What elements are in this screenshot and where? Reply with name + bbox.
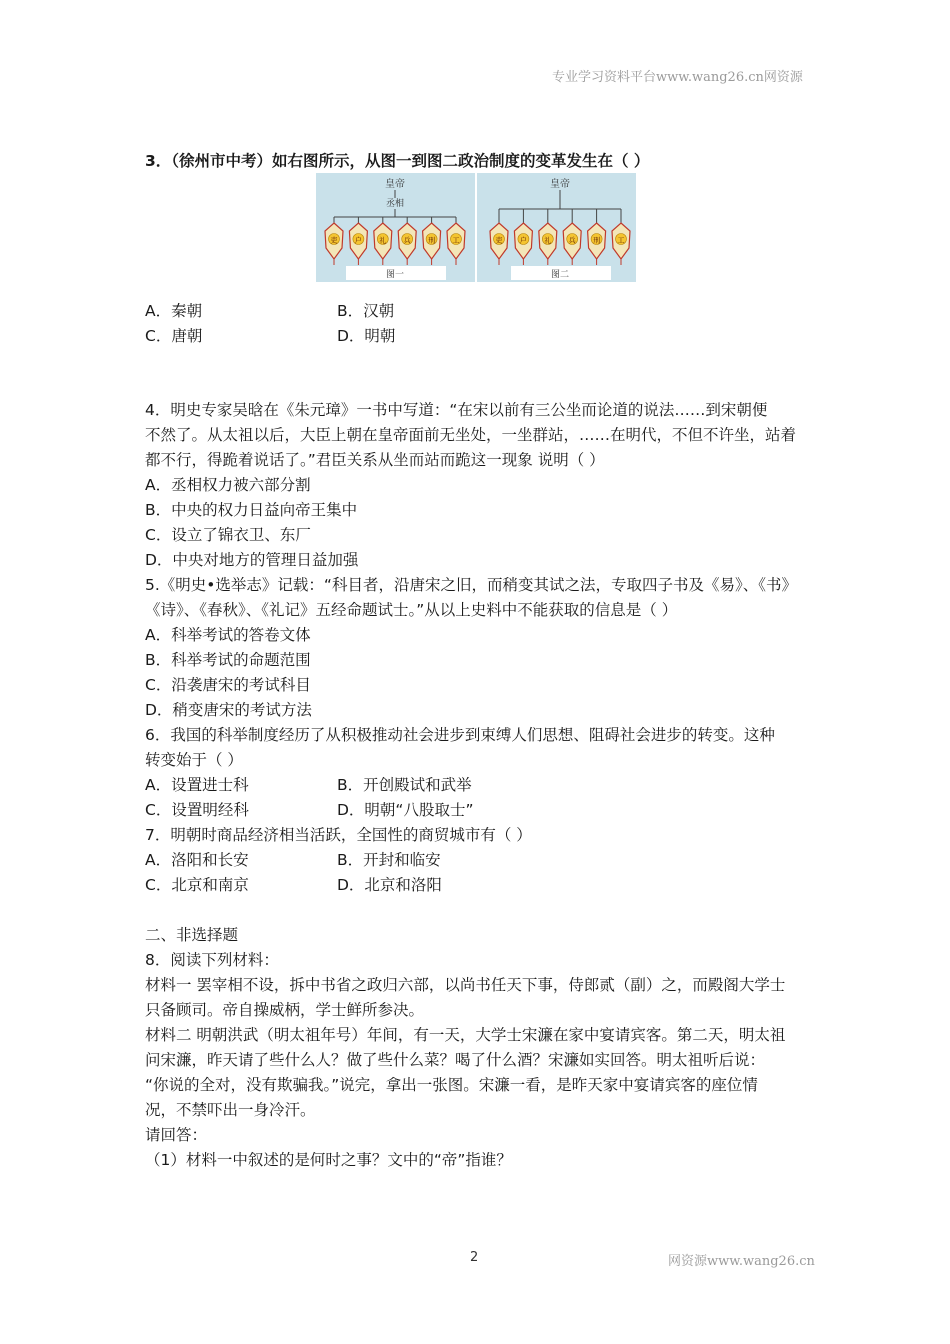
q6-option-b: B．开创殿试和武举 [337,776,472,794]
ministry-label: 户 [354,236,362,245]
fig1-emperor: 皇帝 [385,179,405,190]
ministry-lantern [423,217,441,265]
q4-line-3: 都不行，得跪着说话了。”君臣关系从坐而站而跪这一现象 说明（ ） [145,451,605,469]
q3-option-c: C．唐朝 [145,327,203,345]
ministry-lantern [563,209,581,265]
ministry-label: 工 [452,236,460,245]
q7-option-c: C．北京和南京 [145,876,249,894]
q3-option-b: B．汉朝 [337,302,395,320]
ministry-lantern [514,209,532,265]
q3-option-a: A．秦朝 [145,302,203,320]
ministry-lantern [490,209,508,265]
figure-2 [477,173,636,282]
q5-option-a: A．科举考试的答卷文体 [145,626,311,644]
ministry-lantern [374,217,392,265]
material-2-line-4: 况，不禁吓出一身冷汗。 [145,1101,316,1119]
material-1-line-2: 只备顾司。帝自操威柄，学士鲜所参决。 [145,1001,425,1019]
ministry-lantern [539,209,557,265]
page-number: 2 [470,1250,479,1265]
material-2-line-2: 问宋濂，昨天请了些什么人？做了些什么菜？喝了什么酒？宋濂如实回答。明太祖听后说： [145,1051,766,1069]
ministry-label: 吏 [495,236,503,245]
material-2-line-3: “你说的全对，没有欺骗我。”说完，拿出一张图。宋濂一看，是昨天家中宴请宾客的座位情 [145,1076,758,1094]
q4-option-d: D．中央对地方的管理日益加强 [145,551,359,569]
q5-option-d: D．稍变唐宋的考试方法 [145,701,312,719]
answer-prompt: 请回答： [145,1126,208,1144]
section-2-title: 二、非选择题 [145,926,239,944]
ministry-label: 兵 [403,236,411,245]
q7-option-a: A．洛阳和长安 [145,851,249,869]
material-2-line-1: 材料二 明朝洪武（明太祖年号）年间，有一天，大学士宋濂在家中宴请宾客。第二天，明太祖 [145,1026,786,1044]
fig2-caption: 图二 [550,270,570,280]
ministry-lantern [398,217,416,265]
q6-line-1: 6．我国的科举制度经历了从积极推动社会进步到束缚人们思想、阻碍社会进步的转变。这种 [145,726,775,744]
ministry-lantern [588,209,606,265]
ministry-lantern [325,217,343,265]
ministry-lantern [447,217,465,265]
ministry-label: 工 [617,236,625,245]
q4-option-c: C．设立了锦衣卫、东厂 [145,526,311,544]
ministry-lantern [349,217,367,265]
q6-option-d: D．明朝“八股取士” [337,801,474,819]
q4-line-1: 4．明史专家吴晗在《朱元璋》一书中写道：“在宋以前有三公坐而论道的说法……到宋朝便 [145,401,768,419]
q7-option-d: D．北京和洛阳 [337,876,442,894]
fig1-chancellor: 丞相 [385,199,405,209]
fig2-emperor: 皇帝 [550,179,570,190]
q8-sub-question-1: （1）材料一中叙述的是何时之事？文中的“帝”指谁？ [145,1151,512,1169]
q3-stem: 3．（徐州市中考）如右图所示，从图一到图二政治制度的变革发生在（ ） [145,152,650,170]
q5-option-b: B．科举考试的命题范围 [145,651,311,669]
q3-option-d: D．明朝 [337,327,396,345]
q4-option-a: A．丞相权力被六部分割 [145,476,311,494]
ministry-label: 礼 [379,236,387,245]
q7-stem: 7．明朝时商品经济相当活跃，全国性的商贸城市有（ ） [145,826,532,844]
material-1-line-1: 材料一 罢宰相不设，拆中书省之政归六部，以尚书任天下事，侍郎贰（副）之，而殿阁大学士 [145,976,786,994]
ministry-label: 兵 [568,236,576,245]
q7-option-b: B．开封和临安 [337,851,441,869]
fig1-caption: 图一 [385,270,405,280]
footer-watermark: 网资源www.wang26.cn [668,1254,815,1269]
q4-option-b: B．中央的权力日益向帝王集中 [145,501,358,519]
ministry-label: 户 [519,236,527,245]
q5-line-1: 5.《明史•选举志》记载：“科目者，沿唐宋之旧，而稍变其试之法，专取四子书及《易》、《书》 [145,576,797,594]
ministry-label: 刑 [593,236,601,245]
q5-line-2: 《诗》、《春秋》、《礼记》五经命题试士。”从以上史料中不能获取的信息是（ ） [145,601,678,619]
ministry-lantern [612,209,630,265]
q6-option-a: A．设置进士科 [145,776,249,794]
ministry-label: 吏 [330,236,338,245]
q8-stem: 8．阅读下列材料： [145,951,279,969]
figure-1 [316,173,475,282]
ministry-label: 礼 [544,236,552,245]
header-watermark: 专业学习资料平台www.wang26.cn网资源 [552,70,803,85]
q5-option-c: C．沿袭唐宋的考试科目 [145,676,311,694]
ministry-label: 刑 [428,236,436,245]
q6-option-c: C．设置明经科 [145,801,249,819]
q6-line-2: 转变始于（ ） [145,751,243,769]
q4-line-2: 不然了。从太祖以后，大臣上朝在皇帝面前无坐处，一坐群站，……在明代，不但不许坐，站着 [145,426,797,444]
